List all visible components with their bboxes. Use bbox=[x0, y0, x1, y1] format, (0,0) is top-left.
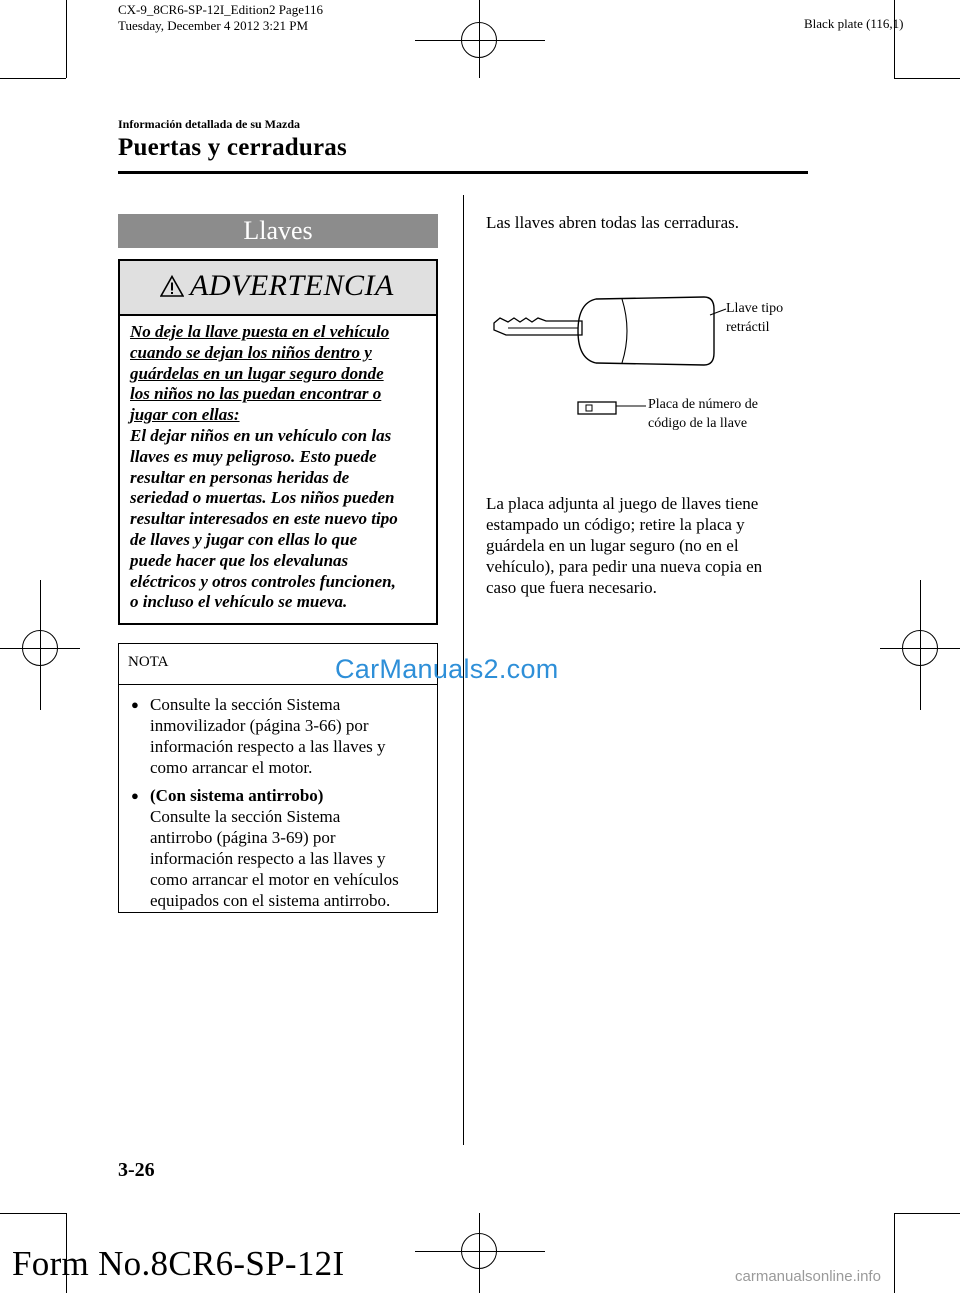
bullet-icon: ● bbox=[131, 788, 139, 803]
warning-line: de llaves y jugar con ellas lo que bbox=[130, 529, 358, 549]
warning-body bbox=[130, 322, 430, 613]
warning-line: resultar en personas heridas de bbox=[130, 467, 350, 487]
note-line: Consulte la sección Sistema bbox=[150, 807, 341, 826]
note-title: NOTA bbox=[128, 654, 169, 670]
section-title: Puertas y cerraduras bbox=[118, 134, 347, 161]
header-rule bbox=[118, 171, 808, 174]
label-line: código de la llave bbox=[648, 416, 748, 431]
label-line: retráctil bbox=[726, 320, 770, 335]
paragraph-line: vehículo), para pedir una nueva copia en bbox=[486, 557, 763, 576]
note-line: inmovilizador (página 3-66) por bbox=[150, 716, 369, 735]
print-slug bbox=[118, 2, 323, 34]
slug-line-1: CX-9_8CR6-SP-12I_Edition2 Page116 bbox=[118, 2, 323, 17]
warning-box bbox=[118, 259, 438, 625]
warning-triangle-icon bbox=[160, 275, 184, 297]
warning-line: puede hacer que los elevalunas bbox=[130, 550, 349, 570]
warning-underlined-line: cuando se dejan los niños dentro y bbox=[130, 342, 372, 362]
plate-label: Black plate (116,1) bbox=[804, 16, 904, 31]
warning-underlined-line: guárdelas en un lugar seguro donde bbox=[130, 363, 384, 383]
warning-line: eléctricos y otros controles funcionen, bbox=[130, 571, 396, 591]
form-number: Form No.8CR6-SP-12I bbox=[12, 1244, 345, 1283]
watermark: CarManuals2.com bbox=[335, 654, 559, 684]
note-item bbox=[131, 785, 431, 911]
bullet-icon: ● bbox=[131, 697, 139, 712]
note-line: antirrobo (página 3-69) por bbox=[150, 828, 336, 847]
topic-banner: Llaves bbox=[118, 214, 438, 248]
warning-header bbox=[120, 261, 436, 316]
paragraph-line: caso que fuera necesario. bbox=[486, 578, 657, 597]
paragraph-line: estampado un código; retire la placa y bbox=[486, 515, 745, 534]
note-line: información respecto a las llaves y bbox=[150, 737, 386, 756]
warning-line: o incluso el vehículo se mueva. bbox=[130, 592, 348, 612]
note-line: información respecto a las llaves y bbox=[150, 849, 386, 868]
paragraph-line: La placa adjunta al juego de llaves tiene bbox=[486, 494, 759, 513]
note-line: como arrancar el motor. bbox=[150, 758, 313, 777]
retractable-key-icon bbox=[494, 297, 714, 365]
warning-underlined-line: los niños no las puedan encontrar o bbox=[130, 384, 382, 404]
slug-line-2: Tuesday, December 4 2012 3:21 PM bbox=[118, 18, 309, 33]
note-line: equipados con el sistema antirrobo. bbox=[150, 891, 391, 910]
chapter-title: Información detallada de su Mazda bbox=[118, 117, 301, 131]
note-item bbox=[131, 694, 431, 778]
warning-line: El dejar niños en un vehículo con las bbox=[130, 425, 392, 445]
code-plate-paragraph bbox=[486, 493, 806, 598]
note-line: Consulte la sección Sistema bbox=[150, 695, 341, 714]
label-line: Placa de número de bbox=[648, 397, 759, 412]
warning-underlined-line: jugar con ellas: bbox=[130, 405, 240, 425]
page-number: 3-26 bbox=[118, 1159, 155, 1181]
label-retractable-key bbox=[726, 299, 806, 337]
warning-line: seriedad o muertas. Los niños pueden bbox=[130, 488, 395, 508]
code-plate-icon bbox=[578, 402, 616, 414]
label-code-plate bbox=[648, 395, 798, 433]
note-item-heading: (Con sistema antirrobo) bbox=[150, 786, 324, 805]
note-line: como arrancar el motor en vehículos bbox=[150, 870, 399, 889]
warning-underlined-line: No deje la llave puesta en el vehículo bbox=[130, 322, 390, 341]
paragraph-line: guárdela en un lugar seguro (no en el bbox=[486, 536, 739, 555]
warning-title: ADVERTENCIA bbox=[190, 269, 394, 302]
label-line: Llave tipo bbox=[726, 301, 784, 316]
footer-site-watermark: carmanualsonline.info bbox=[735, 1268, 881, 1285]
warning-line: resultar interesados en este nuevo tipo bbox=[130, 509, 398, 529]
keys-intro-text: Las llaves abren todas las cerraduras. bbox=[486, 213, 739, 232]
warning-line: llaves es muy peligroso. Esto puede bbox=[130, 446, 377, 466]
